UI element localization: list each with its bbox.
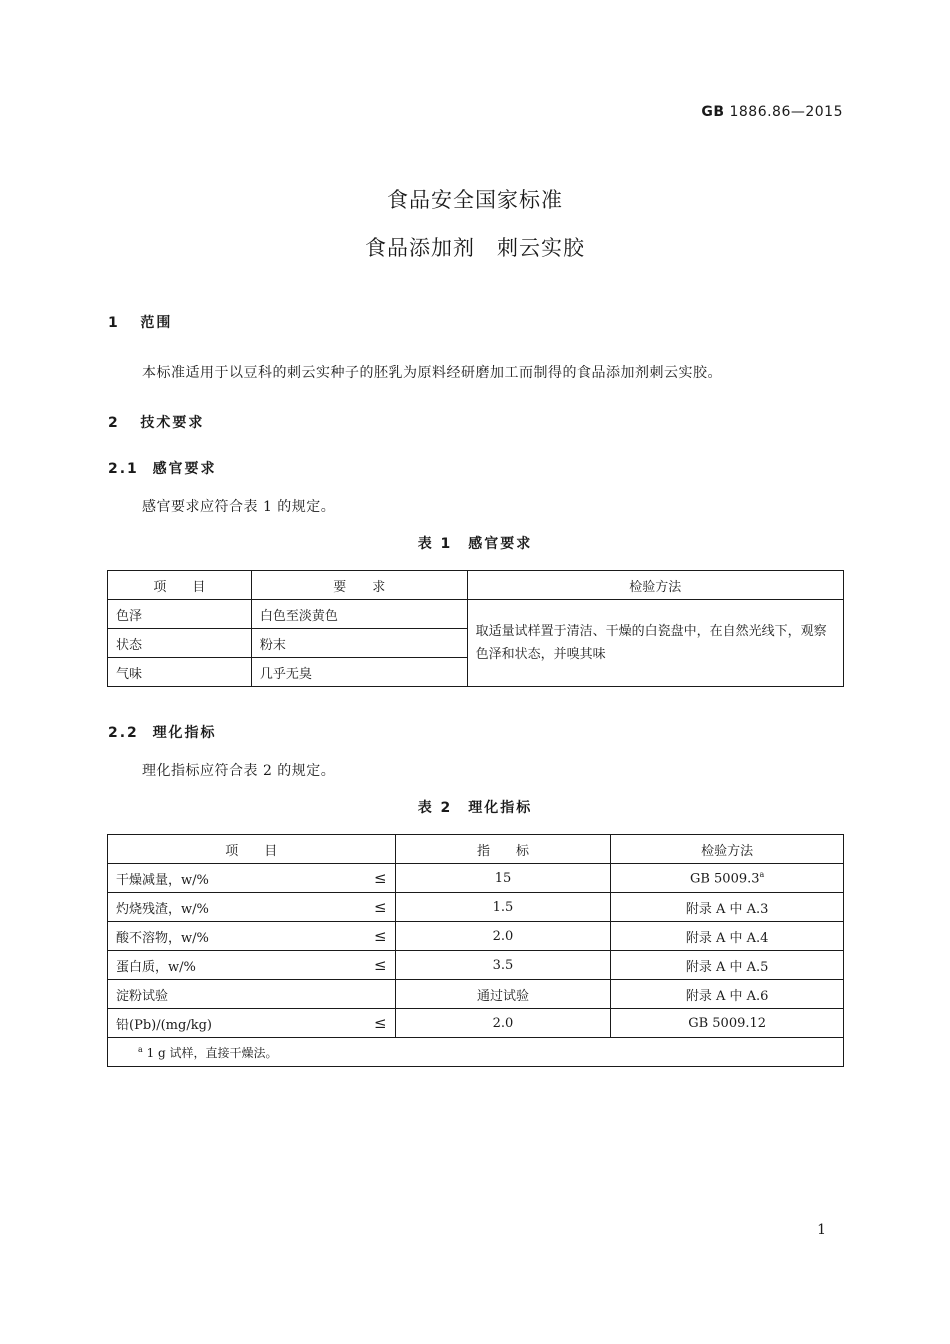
table-header-cell: 检验方法	[611, 835, 844, 864]
table-cell-method: 附录 A 中 A.4	[611, 922, 844, 951]
table-cell-method: 附录 A 中 A.3	[611, 893, 844, 922]
table-cell-method: 附录 A 中 A.5	[611, 951, 844, 980]
standard-number: GB 1886.86—2015	[701, 104, 843, 120]
table-cell-method: GB 5009.12	[611, 1009, 844, 1038]
table-cell-requirement: 白色至淡黄色	[251, 600, 467, 629]
footnote-marker: a	[759, 869, 765, 879]
table-row	[108, 893, 844, 922]
table-cell-value: 2.0	[395, 922, 611, 951]
table-row	[108, 864, 844, 893]
section-1-text: 本标准适用于以豆科的刺云实种子的胚乳为原料经研磨加工而制得的食品添加剂刺云实胶。	[142, 365, 722, 381]
table-cell-item: 铅(Pb)/(mg/kg) ≤	[108, 1009, 396, 1038]
table-row	[108, 1009, 844, 1038]
table-cell-value: 1.5	[395, 893, 611, 922]
table-cell-value: 通过试验	[395, 980, 611, 1009]
table-cell-value: 15	[395, 864, 611, 893]
table-cell-item: 灼烧残渣，w/% ≤	[108, 893, 396, 922]
section-2-2-text: 理化指标应符合表 2 的规定。	[142, 763, 336, 779]
table-cell-item: 酸不溶物，w/% ≤	[108, 922, 396, 951]
table-cell-item: 色泽	[108, 600, 252, 629]
table-cell-value: 2.0	[395, 1009, 611, 1038]
table-cell-value: 3.5	[395, 951, 611, 980]
table-2-caption: 表 2 理化指标	[417, 800, 533, 816]
document-title: 食品安全国家标准	[387, 188, 563, 212]
table-header-cell: 项 目	[108, 835, 396, 864]
table-row	[108, 922, 844, 951]
table-1-caption: 表 1 感官要求	[417, 536, 533, 552]
table-header-cell: 要 求	[251, 571, 467, 600]
table-cell-requirement: 几乎无臭	[251, 658, 467, 687]
table-cell-item: 淀粉试验	[108, 980, 396, 1009]
table-header-cell: 指 标	[395, 835, 611, 864]
table-cell-item: 干燥减量，w/% ≤	[108, 864, 396, 893]
table-row	[108, 1038, 844, 1067]
table-row	[108, 571, 844, 600]
table-1-sensory	[107, 570, 844, 687]
section-2-2-heading: 2.2 理化指标	[108, 725, 217, 741]
table-header-cell: 项 目	[108, 571, 252, 600]
section-1-heading: 1 范围	[108, 315, 173, 331]
table-cell-method: GB 5009.3$^a$	[611, 864, 844, 893]
page-number: 1	[817, 1222, 826, 1238]
table-row	[108, 835, 844, 864]
table-cell-item: 气味	[108, 658, 252, 687]
table-footnote: $^a$ 1 g 试样，直接干燥法。	[108, 1038, 844, 1067]
table-cell-method: 取适量试样置于清洁、干燥的白瓷盘中，在自然光线下，观察色泽和状态，并嗅其味	[467, 600, 843, 687]
section-2-1-text: 感官要求应符合表 1 的规定。	[142, 499, 336, 515]
table-2-physicochemical	[107, 834, 844, 1067]
table-row	[108, 600, 844, 629]
table-header-cell: 检验方法	[467, 571, 843, 600]
table-row	[108, 980, 844, 1009]
section-2-heading: 2 技术要求	[108, 415, 205, 431]
table-cell-method: 附录 A 中 A.6	[611, 980, 844, 1009]
table-cell-requirement: 粉末	[251, 629, 467, 658]
table-row	[108, 951, 844, 980]
table-cell-item: 蛋白质，w/% ≤	[108, 951, 396, 980]
section-2-1-heading: 2.1 感官要求	[108, 461, 217, 477]
document-subtitle: 食品添加剂 刺云实胶	[365, 236, 585, 260]
table-cell-item: 状态	[108, 629, 252, 658]
